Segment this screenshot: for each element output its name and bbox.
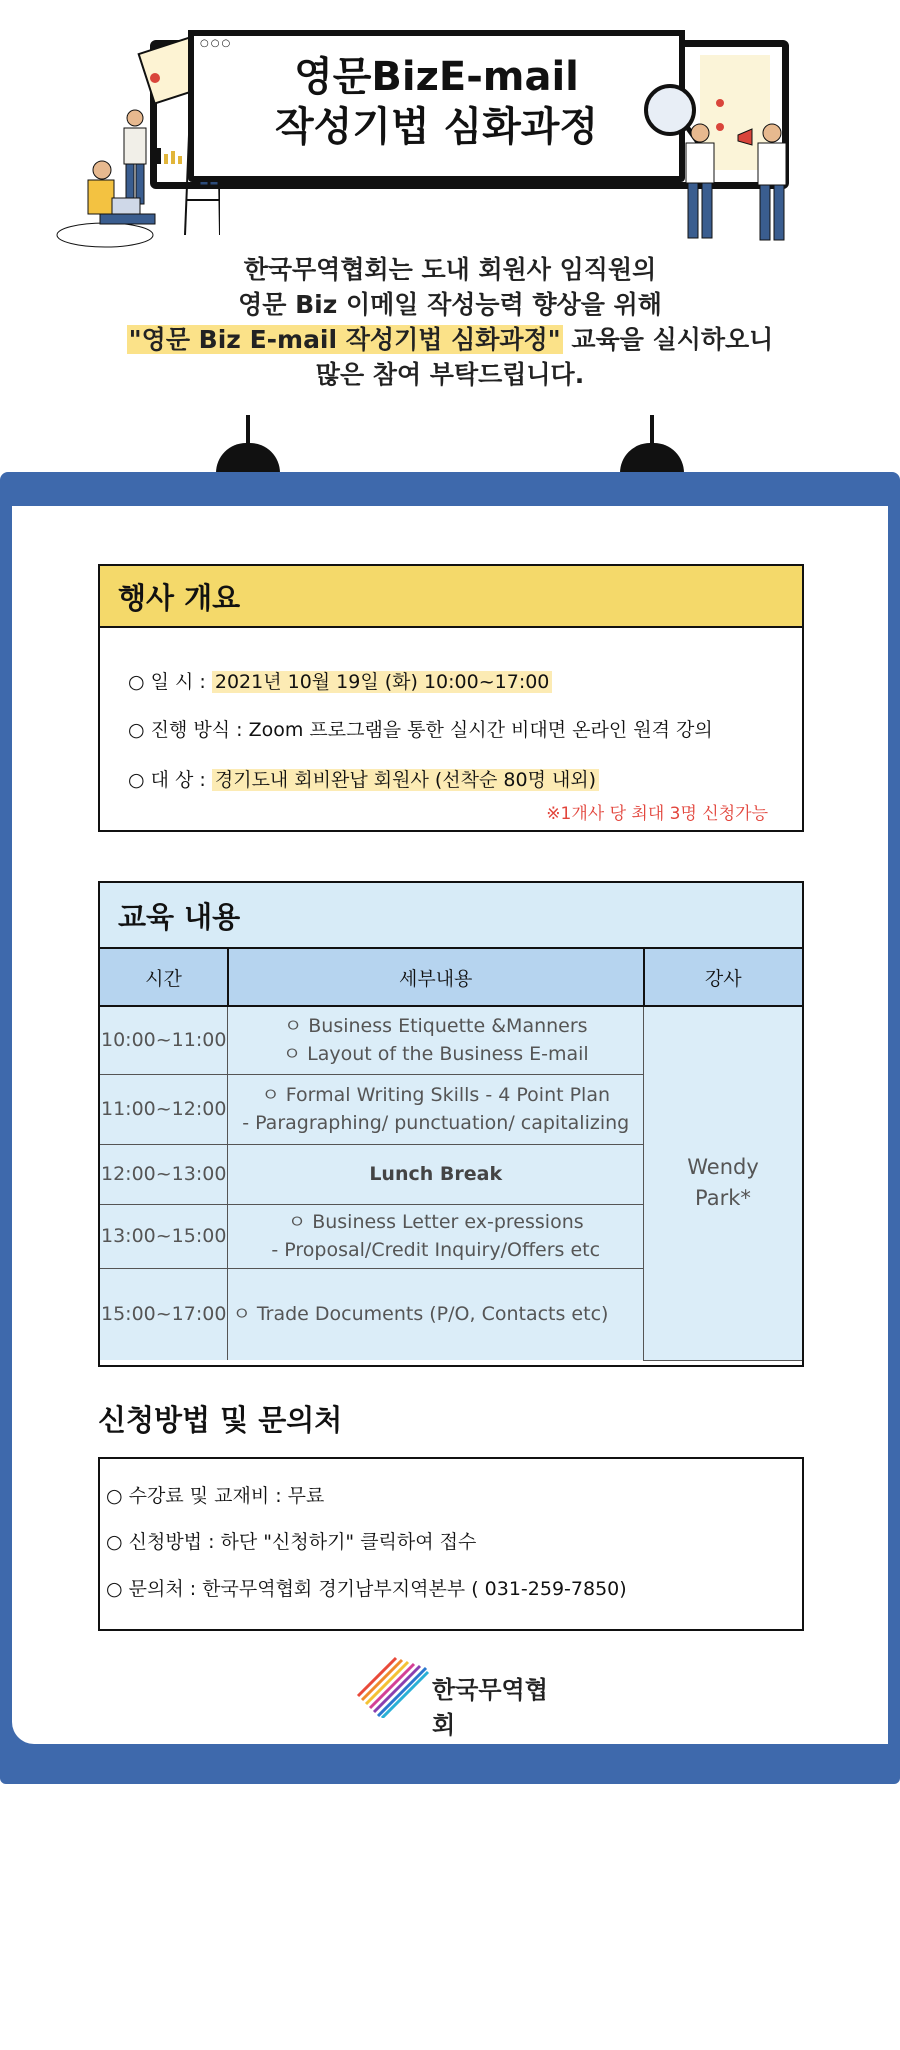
intro-line-3-rest: 교육을 실시하오니 xyxy=(562,325,774,354)
title-line-2: 작성기법 심화과정 xyxy=(274,104,599,150)
table-header-row xyxy=(100,949,802,1006)
target-value: 경기도내 회비완납 회원사 (선착순 80명 내외) xyxy=(212,769,599,791)
hanger-right xyxy=(617,415,687,473)
row-time: 10:00~11:00 xyxy=(100,1006,228,1074)
intro-line-3 xyxy=(0,322,900,357)
kita-logo xyxy=(352,1652,552,1739)
row-time: 15:00~17:00 xyxy=(100,1268,228,1360)
education-heading: 교육 내용 xyxy=(118,899,241,934)
col-instructor: 강사 xyxy=(644,949,803,1006)
method-value: Zoom 프로그램을 통한 실시간 비대면 온라인 원격 강의 xyxy=(248,719,713,741)
window-dots: ○○○ xyxy=(200,38,233,49)
application-limit-note: ※1개사 당 최대 3명 신청가능 xyxy=(546,804,768,824)
people-illustration-right xyxy=(640,75,820,250)
title-line-1: 영문BizE-mail xyxy=(294,54,579,100)
schedule-table xyxy=(100,949,802,1361)
row-time: 13:00~15:00 xyxy=(100,1204,228,1268)
kita-logo-text: 한국무역협회 xyxy=(432,1676,548,1739)
apply-heading: 신청방법 및 문의처 xyxy=(98,1403,343,1437)
overview-method: ○ 진행 방식 : Zoom 프로그램을 통한 실시간 비대면 온라인 원격 강의 xyxy=(128,719,713,741)
overview-target: ○ 대 상 : 경기도내 회비완납 회원사 (선착순 80명 내외) xyxy=(128,765,599,792)
intro-line-4: 많은 참여 부탁드립니다. xyxy=(315,360,585,389)
row-details: ㅇ Trade Documents (P/O, Contacts etc) xyxy=(228,1268,644,1360)
apply-method: ○ 신청방법 : 하단 "신청하기" 클릭하여 접수 xyxy=(106,1531,477,1553)
kita-logo-icon xyxy=(352,1652,430,1718)
page-title xyxy=(194,52,679,152)
instructor-name: Wendy xyxy=(687,1155,759,1180)
overview-header xyxy=(100,566,802,628)
intro-text xyxy=(0,252,900,392)
table-row xyxy=(100,1006,802,1074)
hanger-left xyxy=(213,415,283,473)
date-value: 2021년 10월 19일 (화) 10:00~17:00 xyxy=(212,671,553,693)
row-details: ㅇ Formal Writing Skills - 4 Point Plan - Paragraphing/ punctuation/ capitalizing xyxy=(228,1074,644,1144)
education-box xyxy=(98,881,804,1367)
row-time: 12:00~13:00 xyxy=(100,1144,228,1204)
apply-box xyxy=(98,1457,804,1631)
row-details: ㅇ Business Letter ex-pressions - Proposal/Credit Inquiry/Offers etc xyxy=(228,1204,644,1268)
row-time: 11:00~12:00 xyxy=(100,1074,228,1144)
intro-highlight: "영문 Biz E-mail 작성기법 심화과정" xyxy=(128,325,561,354)
header-illustration xyxy=(0,0,900,250)
col-time: 시간 xyxy=(100,949,228,1006)
row-details: Lunch Break xyxy=(228,1144,644,1204)
overview-date: ○ 일 시 : 2021년 10월 19일 (화) 10:00~17:00 xyxy=(128,667,552,694)
col-details: 세부내용 xyxy=(228,949,644,1006)
intro-line-2: 영문 Biz 이메일 작성능력 향상을 위해 xyxy=(238,290,662,319)
apply-fee: ○ 수강료 및 교재비 : 무료 xyxy=(106,1485,325,1507)
overview-box xyxy=(98,564,804,832)
intro-line-1: 한국무역협회는 도내 회원사 임직원의 xyxy=(243,255,657,284)
instructor-cell: Wendy Park* xyxy=(644,1006,803,1360)
overview-heading: 행사 개요 xyxy=(118,580,241,615)
row-details: ㅇ Business Etiquette &Manners ㅇ Layout of the Business E-mail xyxy=(228,1006,644,1074)
apply-contact: ○ 문의처 : 한국무역협회 경기남부지역본부 ( 031-259-7850) xyxy=(106,1578,627,1600)
title-board xyxy=(188,30,685,182)
education-header xyxy=(100,883,802,949)
